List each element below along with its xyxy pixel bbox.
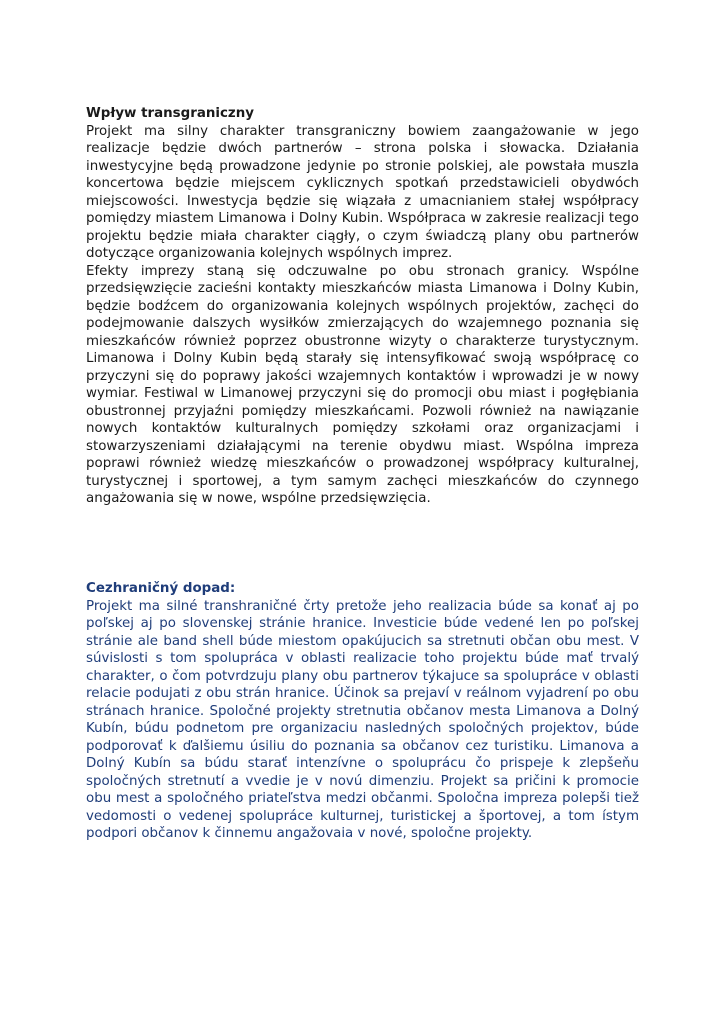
paragraph-slovak-1: Projekt ma silné transhraničné črty pretože jeho realizacia búde sa konať aj po poľskej aj po slovenskej stránie hranice. Investicie búde vedené len po poľskej stránie ale band shell búde miestom opakújucich sa stretnuti občan obu mest. V súvislosti s tom spolupráca v oblasti realizacie toho projektu búde mať trvalý charakter, o čom potvrdzuju plany obu partnerov týkajuce sa spolupráce v oblasti relacie podujati z obu strán hranice. Účinok sa prejaví v reálnom vyjadrení po obu stránach hranice. Spoločné projekty stretnutia občanov mesta Limanova a Dolný Kubín, búdu podnetom pre organizaciu nasledných spoločných projektov, búde podporovať k ďalšiemu úsiliu do poznania sa občanov cez turistiku. Limanova a Dolný Kubín sa búdu starať intenzívne o spoluprácu čo prispeje k zlepšeňu spoločných stretnutí a vvedie je v novú dimenziu. Projekt sa pričini k promocie obu mest a spoločného priateľstva medzi občanmi. Spoločna impreza polepši tiež vedomosti o vedenej spolupráce kulturnej, turistickej a športovej, a tom ístym podpori občanov k činnemu angažovaia v nové, spoločne projekty. <box>86 598 639 841</box>
section-heading-polish: Wpływ transgraniczny <box>86 106 254 121</box>
section-heading-slovak: Cezhraničný dopad: <box>86 581 236 596</box>
polish-section <box>86 105 639 508</box>
slovak-section <box>86 580 639 843</box>
paragraph-polish-2: Efekty imprezy staną się odczuwalne po obu stronach granicy. Wspólne przedsięwzięcie zacieśni kontakty mieszkańców miasta Limanowa i Dolny Kubin, będzie bodźcem do organizowania kolejnych wspólnych projektów, zachęci do podejmowanie dalszych wysiłków zmierzających do wzajemnego poznania się mieszkańców również poprzez obustronne wizyty o charakterze turystycznym. Limanowa i Dolny Kubin będą starały się intensyfikować swoją współpracę co przyczyni się do poprawy jakości wzajemnych kontaktów i wprowadzi je w nowy wymiar. Festiwal w Limanowej przyczyni się do promocji obu miast i pogłębiania obustronnej przyjaźni pomiędzy mieszkańcami. Pozwoli również na nawiązanie nowych kontaktów kulturalnych pomiędzy szkołami oraz organizacjami i stowarzyszeniami działającymi na terenie obydwu miast. Wspólna impreza poprawi również wiedzę mieszkańców o prowadzonej współpracy kulturalnej, turystycznej i sportowej, a tym samym zachęci mieszkańców do czynnego angażowania się w nowe, wspólne przedsięwzięcia. <box>86 263 639 506</box>
paragraph-polish-1: Projekt ma silny charakter transgraniczny bowiem zaangażowanie w jego realizacje będzie dwóch partnerów – strona polska i słowacka. Działania inwestycyjne będą prowadzone jedynie po stronie polskiej, ale powstała muszla koncertowa będzie miejscem cyklicznych spotkań przedstawicieli obydwóch miejscowości. Inwestycja będzie się wiązała z umacnianiem stałej współpracy pomiędzy miastem Limanowa i Dolny Kubin. Współpraca w zakresie realizacji tego projektu będzie miała charakter ciągły, o czym świadczą plany obu partnerów dotyczące organizowania kolejnych wspólnych imprez. <box>86 123 639 261</box>
